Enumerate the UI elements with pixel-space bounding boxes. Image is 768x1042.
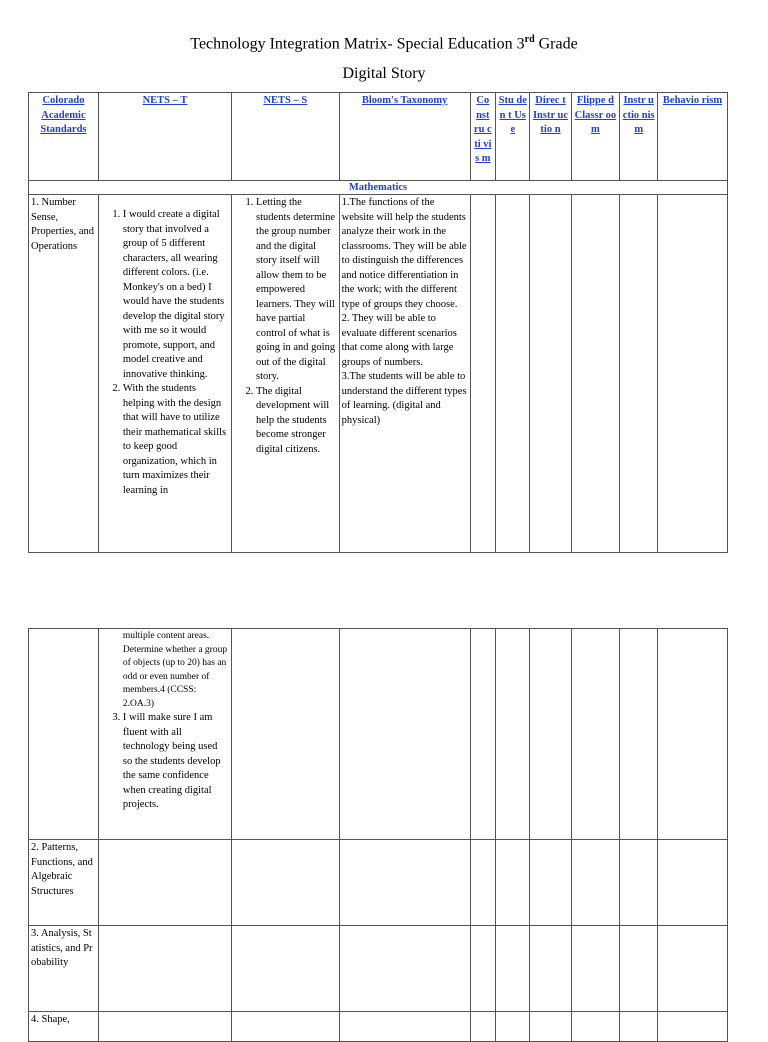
empty-cell bbox=[658, 1012, 728, 1042]
empty-cell bbox=[232, 629, 340, 840]
empty-cell bbox=[530, 195, 571, 553]
empty-cell bbox=[339, 840, 470, 926]
list-item: 1. I would create a digital story that involved a group of 5 different characters, all wearing different colors. (i.e. Monkey's on a bed) I would have the students develop the digital story with me so it would promote, support, and model creative and innovative thinking. bbox=[123, 208, 229, 382]
header-instructionism: Instr uctio nism bbox=[620, 93, 658, 181]
list-item: 2. The digital development will help the students become stronger digital citizens. bbox=[256, 385, 337, 458]
empty-cell bbox=[470, 195, 496, 553]
empty-cell bbox=[530, 629, 571, 840]
subject-row bbox=[29, 181, 728, 195]
empty-cell bbox=[232, 1012, 340, 1042]
empty-cell bbox=[620, 1012, 658, 1042]
blooms-cell bbox=[339, 195, 470, 553]
empty-cell bbox=[620, 840, 658, 926]
table-row bbox=[29, 926, 728, 1012]
empty-cell bbox=[571, 840, 620, 926]
blooms-point: 2. They will be able to evaluate different scenarios that come along with large groups of numbers. bbox=[341, 313, 457, 368]
blooms-point: 1.The functions of the website will help the students analyze their work in the classrooms. They will be able to distinguish the differences and notice differentiation in the work; with the different type of groups they choose. bbox=[341, 197, 467, 310]
header-nets-t: NETS – T bbox=[98, 93, 231, 181]
matrix-table-page1 bbox=[28, 92, 728, 553]
blooms-point: 3.The students will be able to understand the different types of learning. (digital and physical) bbox=[341, 371, 467, 426]
empty-cell bbox=[620, 926, 658, 1012]
table-row bbox=[29, 629, 728, 840]
empty-cell bbox=[470, 840, 496, 926]
nets-t-cell bbox=[98, 195, 231, 553]
list-item: 1. Letting the students determine the group number and the digital story itself will allow them to be empowered learners. They will have partial control of what is going in and going out of the digital story. bbox=[256, 196, 337, 385]
header-row bbox=[29, 93, 728, 181]
empty-cell bbox=[620, 629, 658, 840]
subject-label: Mathematics bbox=[29, 181, 728, 195]
empty-cell bbox=[470, 629, 496, 840]
empty-cell bbox=[530, 1012, 571, 1042]
header-direct-instruction: Direc t Instr uctio n bbox=[530, 93, 571, 181]
empty-cell bbox=[530, 840, 571, 926]
empty-cell bbox=[571, 926, 620, 1012]
empty-cell bbox=[339, 629, 470, 840]
nets-t-cell-continued bbox=[98, 629, 231, 840]
empty-cell bbox=[98, 840, 231, 926]
header-student-use: Stu den t Use bbox=[496, 93, 530, 181]
standard-cell: 3. Analysis, Statistics, and Probability bbox=[29, 926, 99, 1012]
empty-cell bbox=[571, 195, 620, 553]
empty-cell bbox=[496, 629, 530, 840]
matrix-table-page2 bbox=[28, 628, 728, 1042]
empty-cell bbox=[658, 195, 728, 553]
header-behaviorism: Behavio rism bbox=[658, 93, 728, 181]
empty-cell bbox=[339, 1012, 470, 1042]
empty-cell bbox=[658, 840, 728, 926]
table-row bbox=[29, 1012, 728, 1042]
header-blooms-taxonomy: Bloom's Taxonomy bbox=[339, 93, 470, 181]
document-subtitle: Digital Story bbox=[342, 65, 426, 82]
empty-cell bbox=[571, 629, 620, 840]
nets-s-cell bbox=[232, 195, 340, 553]
empty-cell bbox=[339, 926, 470, 1012]
empty-cell bbox=[232, 926, 340, 1012]
empty-cell bbox=[98, 926, 231, 1012]
document-title: Technology Integration Matrix- Special Education 3rd Grade bbox=[190, 34, 578, 53]
empty-cell bbox=[470, 926, 496, 1012]
empty-cell bbox=[658, 926, 728, 1012]
empty-cell bbox=[620, 195, 658, 553]
empty-cell bbox=[658, 629, 728, 840]
empty-cell bbox=[232, 840, 340, 926]
empty-cell bbox=[496, 195, 530, 553]
empty-cell bbox=[571, 1012, 620, 1042]
empty-cell bbox=[98, 1012, 231, 1042]
empty-cell bbox=[470, 1012, 496, 1042]
standard-cell: 2. Patterns, Functions, and Algebraic Structures bbox=[29, 840, 99, 926]
standard-cell: 1. Number Sense, Properties, and Operations bbox=[29, 195, 99, 553]
empty-cell bbox=[496, 926, 530, 1012]
list-item: 3. I will make sure I am fluent with all technology being used so the students develop the same confidence when creating digital projects. bbox=[123, 711, 229, 813]
empty-cell bbox=[530, 926, 571, 1012]
header-flipped-classroom: Flippe d Classr oom bbox=[571, 93, 620, 181]
empty-cell bbox=[496, 840, 530, 926]
header-colorado-standards: Colorado Academic Standards bbox=[29, 93, 99, 181]
table-row bbox=[29, 840, 728, 926]
header-constructivism: Co nst ru cti vis m bbox=[470, 93, 496, 181]
list-item: 2. With the students helping with the design that will have to utilize their mathematical skills to keep good organization, which in turn maximizes their learning in bbox=[123, 382, 229, 498]
empty-cell bbox=[29, 629, 99, 840]
header-nets-s: NETS – S bbox=[232, 93, 340, 181]
standard-cell: 4. Shape, bbox=[29, 1012, 99, 1042]
nets-t-continued-text: multiple content areas. Determine whether a group of objects (up to 20) has an odd or even number of members.4 (CCSS: 2.OA.3) bbox=[122, 631, 228, 709]
table-row bbox=[29, 195, 728, 553]
empty-cell bbox=[496, 1012, 530, 1042]
